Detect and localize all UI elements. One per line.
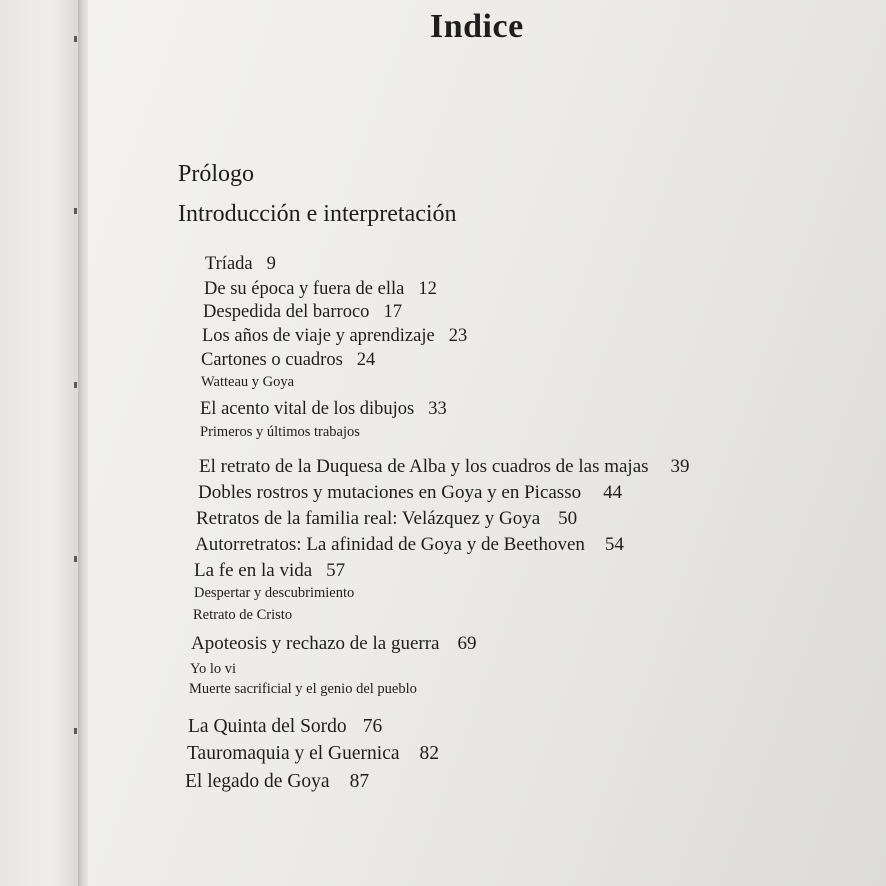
toc-page-number: 76	[362, 716, 383, 737]
toc-entry: Cartones o cuadros 24	[201, 350, 376, 370]
toc-page-number: 33	[428, 399, 447, 419]
binding-stitch	[74, 382, 77, 388]
toc-page-number: 57	[326, 560, 346, 581]
toc-entry: El retrato de la Duquesa de Alba y los cuadros de las majas 39	[199, 456, 690, 477]
toc-page-number: 54	[604, 534, 624, 555]
toc-subentry: Primeros y últimos trabajos	[200, 424, 360, 440]
section-prologo: Prólogo	[178, 161, 255, 187]
toc-entry: La fe en la vida 57	[194, 560, 346, 581]
toc-entry: Tríada 9	[205, 254, 276, 274]
toc-entry: El acento vital de los dibujos 33	[200, 399, 447, 419]
toc-page-number: 12	[418, 279, 437, 299]
toc-subentry: Watteau y Goya	[201, 374, 295, 390]
toc-entry: Tauromaquia y el Guernica 82	[187, 743, 440, 764]
toc-entry: Retratos de la familia real: Velázquez y Goya 50	[196, 508, 578, 529]
toc-subentry: Retrato de Cristo	[193, 607, 293, 623]
page-title: Indice	[430, 8, 524, 45]
toc-page-number: 39	[670, 456, 690, 477]
toc-page-number: 69	[457, 633, 477, 654]
toc-entry: Autorretratos: La afinidad de Goya y de Beethoven 54	[195, 534, 624, 555]
section-introduccion: Introducción e interpretación	[178, 201, 457, 227]
toc-page-number: 44	[603, 482, 623, 503]
toc-page-number: 82	[419, 743, 440, 764]
toc-entry: Los años de viaje y aprendizaje 23	[202, 326, 468, 346]
toc-entry: La Quinta del Sordo 76	[188, 716, 383, 737]
toc-entry: Despedida del barroco 17	[203, 302, 402, 322]
binding-stitch	[74, 556, 77, 562]
left-page-edge	[0, 0, 84, 886]
toc-page-number: 9	[266, 254, 276, 274]
binding-stitch	[74, 728, 77, 734]
toc-entry: De su época y fuera de ella 12	[204, 279, 437, 299]
toc-page-number: 17	[383, 302, 402, 322]
toc-entry: Apoteosis y rechazo de la guerra 69	[191, 633, 477, 654]
toc-entry: El legado de Goya 87	[185, 771, 370, 792]
toc-page-number: 87	[349, 771, 370, 792]
toc-page-number: 50	[558, 508, 578, 529]
toc-entry: Dobles rostros y mutaciones en Goya y en Picasso 44	[198, 482, 623, 503]
toc-subentry: Despertar y descubrimiento	[194, 585, 355, 601]
toc-page-number: 24	[356, 350, 376, 370]
toc-page-number: 23	[448, 326, 468, 346]
binding-stitch	[74, 36, 77, 42]
toc-subentry: Yo lo vi	[190, 661, 237, 677]
binding-stitch	[74, 208, 77, 214]
toc-subentry: Muerte sacrificial y el genio del pueblo	[189, 681, 417, 697]
